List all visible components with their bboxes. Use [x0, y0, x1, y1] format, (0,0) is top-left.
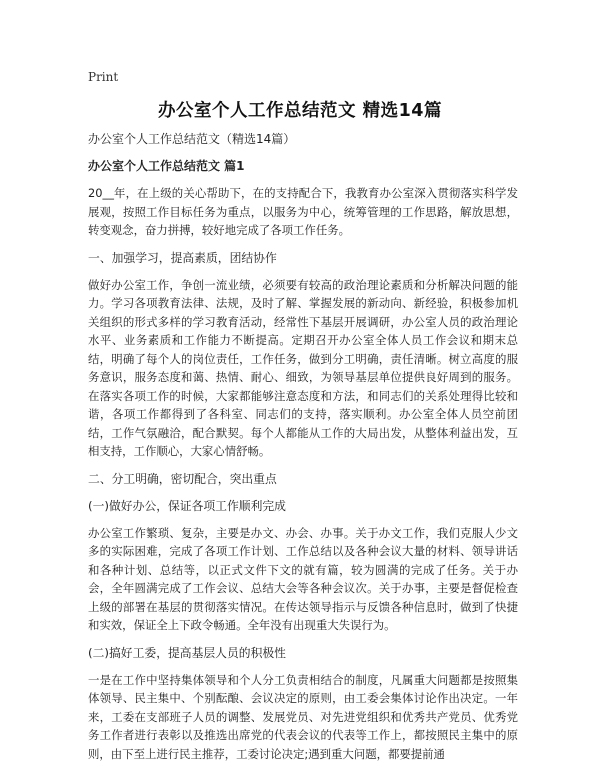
paragraph: 20__年，在上级的关心帮助下，在的支持配合下，我教育办公室深入贯彻落实科学发展观，按照工作目标任务为重点，以服务为中心，统筹管理的工作思路，解放思想，转变观念，奋力拼搏，较好地完成了各项工作任务。 [88, 186, 518, 237]
section-heading: 一、加强学习，提高素质，团结协作 [88, 250, 277, 265]
paragraph: 做好办公室工作，争创一流业绩，必须要有较高的政治理论素质和分析解决问题的能力。学习各项教育法律、法规，及时了解、掌握发展的新动向、新经验，积极参加机关组织的形式多样的学习教育活动，经常性下基层开展调研，办公室人员的政治理论水平、业务素质和工作能力不断提高。定期召开办公室全体人员工作会议和期末总结，明确了每个人的岗位责任，工作任务，做到分工明确，责任清晰。树立高度的服务意识，服务态度和蔼、热情、耐心、细致，为领导基层单位提供良好周到的服务。在落实各项工作的时候，大家都能够注意态度和方法，和同志们的关系处理得比较和谐，各项工作都得到了各科室、同志们的支持，落实顺利。办公室全体人员空前团结，工作气氛融洽，配合默契。每个人都能从工作的大局出发，从整体利益出发，互相支持，工作顺心，大家心情舒畅。 [88, 277, 518, 458]
section-title: 办公室个人工作总结范文 篇1 [88, 159, 245, 173]
paragraph: 一是在工作中坚持集体领导和个人分工负责相结合的制度，凡属重大问题都是按照集体领导、民主集中、个别酝酿、会议决定的原则，由工委会集体讨论作出决定。一年来，工委在支部班子人员的调整、发展党员、对先进党组织和优秀共产党员、优秀党务工作者进行表彰以及推选出席党的代表会议的代表等工作上，都按照民主集中的原则，由下至上进行民主推荐，工委讨论决定;遇到重大问题，都要提前通 [88, 672, 518, 761]
page-title: 办公室个人工作总结范文 精选14篇 [158, 101, 442, 121]
subtitle: 办公室个人工作总结范文（精选14篇） [88, 132, 296, 146]
section-heading: 二、分工明确，密切配合，突出重点 [88, 471, 277, 486]
document-body [88, 130, 518, 772]
print-link[interactable]: Print [88, 70, 119, 84]
subsection-heading: (二)搞好工委，提高基层人员的积极性 [88, 645, 286, 660]
subsection-heading: (一)做好办公，保证各项工作顺利完成 [88, 498, 286, 513]
paragraph: 办公室工作繁琐、复杂，主要是办文、办会、办事。关于办文工作，我们克服人少文多的实际困难，完成了各项工作计划、工作总结以及各种会议大量的材料、领导讲话和各种计划、总结等，以正式文件下文的就有篇，较为圆满的完成了任务。关于办会，全年圆满完成了工作会议、总结大会等各种会议次。关于办事，主要是督促检查上级的部署在基层的贯彻落实情况。在传达领导指示与反馈各种信息时，做到了快捷和实效，保证全上下政令畅通。全年没有出现重大失误行为。 [88, 525, 518, 632]
